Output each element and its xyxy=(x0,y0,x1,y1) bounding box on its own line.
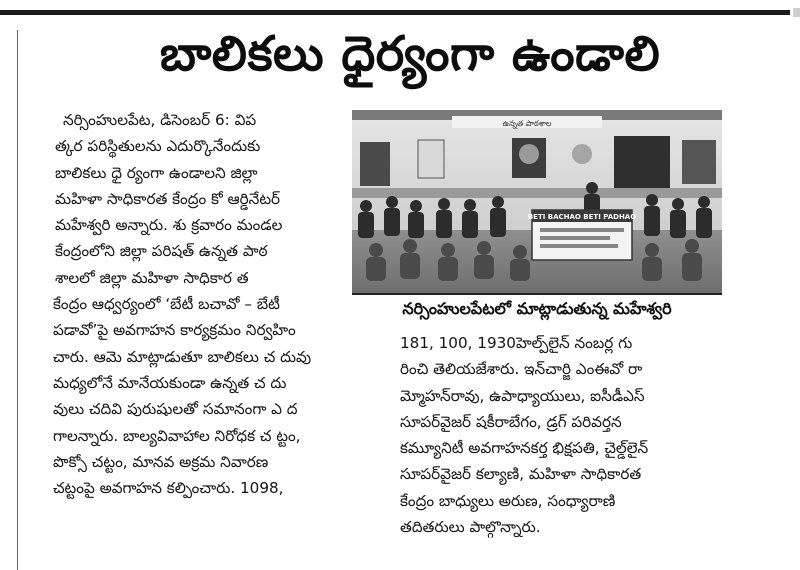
text-line: వులు చదివి పురుషులతో సమానంగా ఎ ద xyxy=(53,400,298,419)
article-column-2 xyxy=(400,330,722,540)
text-line: కేంద్రం బాధ్యులు అరుణ, సంధ్యారాణి xyxy=(400,491,616,510)
top-rule xyxy=(0,10,790,15)
column-rule xyxy=(17,30,18,570)
text-line: మహేశ్వరి అన్నారు. శు క్రవారం మండల xyxy=(55,216,283,235)
text-line: త్కర పరిస్థితులను ఎదుర్కొనేందుకు xyxy=(55,137,261,156)
text-line: రించి తెలియజేశారు. ఇన్‌చార్జి ఎంఈవో రా xyxy=(400,360,643,379)
photo-caption: నర్సింహులపేటలో మాట్లాడుతున్న మహేశ్వరి xyxy=(352,293,722,325)
text-line: సూపర్‌వైజర్ షకీరాబేగం, డ్రగ్ పరివర్తన xyxy=(400,412,622,431)
wall-sign: ఉన్నత పాఠశాల xyxy=(502,119,552,128)
text-line: తదితరులు పాల్గొన్నారు. xyxy=(400,518,541,537)
text-line: సూపర్‌వైజర్ కల్యాణి, మహిళా సాధికారత xyxy=(400,465,642,484)
news-photo xyxy=(352,110,722,325)
text-line: నర్సింహులపేట, డిసెంబర్ 6: విప xyxy=(63,111,257,129)
text-line: చారు. ఆమె మాట్లాడుతూ బాలికలు చ దువు xyxy=(53,347,312,366)
article-column-1 xyxy=(55,107,385,501)
text-line: మహిళా సాధికారత కేంద్రం కో ఆర్డినేటర్ xyxy=(55,189,281,208)
text-line: పొక్సో చట్టం, మానవ అక్రమ నివారణ xyxy=(53,452,269,471)
text-line: చట్టంపై అవగాహన కల్పించారు. 1098, xyxy=(53,479,284,498)
text-line: మ్మోహన్‌రావు, ఉపాధ్యాయులు, ఐసీడీఎస్ xyxy=(400,386,645,405)
text-line: కేంద్రం ఆధ్వర్యంలో ‘బేటీ బచావో – బేటీ xyxy=(53,295,280,314)
text-line: శాలలో జిల్లా మహిళా సాధికార త xyxy=(55,268,249,287)
page-edge-mark xyxy=(793,8,800,17)
text-line: కేంద్రంలోని జిల్లా పరిషత్ ఉన్నత పాఠ xyxy=(55,242,268,261)
text-line: గాలన్నారు. బాల్యవివాహాల నిరోధక చ ట్టం, xyxy=(53,426,301,445)
banner-text: BETI BACHAO BETI PADHAO xyxy=(527,213,637,221)
text-line: 181, 100, 1930హెల్ప్‌లైన్ నంబర్ల గు xyxy=(400,334,633,352)
text-line: బాలికలు ధై ర్యంగా ఉండాలని జిల్లా xyxy=(55,163,258,182)
text-line: పడావో’పై అవగాహన కార్యక్రమం నిర్వహిం xyxy=(53,321,296,340)
headline: బాలికలు ధైర్యంగా ఉండాలి xyxy=(159,26,661,82)
text-line: మధ్యలోనే మానేయకుండా ఉన్నత చ దు xyxy=(53,373,287,392)
text-line: కమ్యూనిటీ అవగాహనకర్త భిక్షపతి, చైల్డ్‌లైన్ xyxy=(400,439,649,458)
